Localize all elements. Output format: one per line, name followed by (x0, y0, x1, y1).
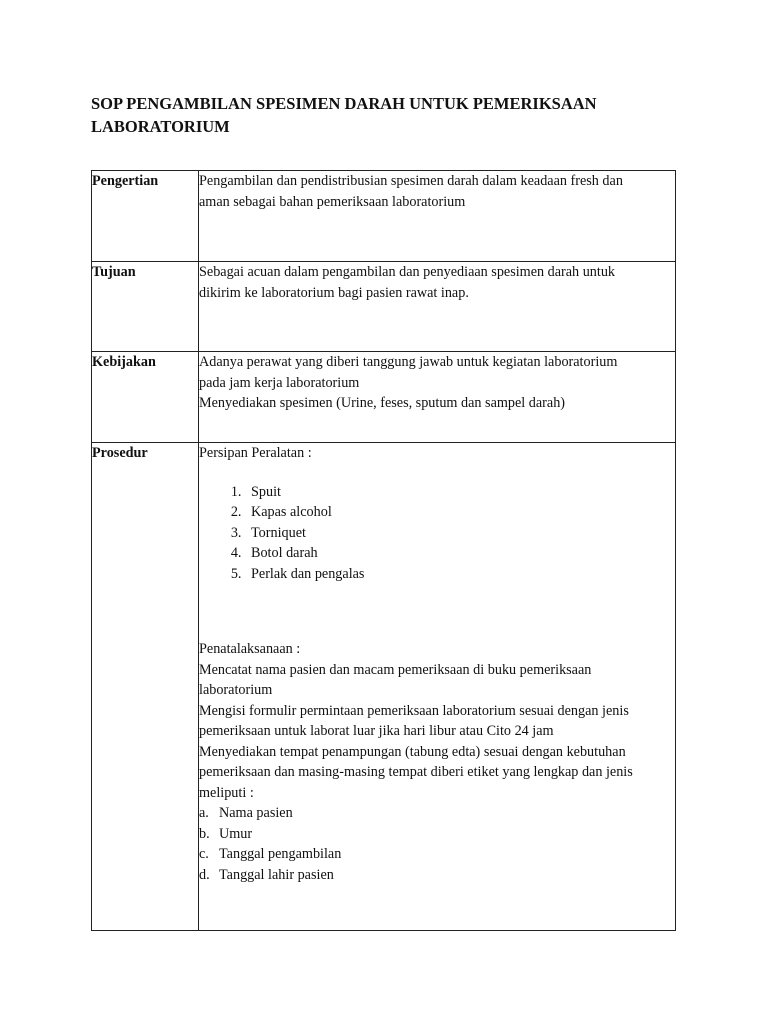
row-tujuan (92, 262, 676, 352)
kebijakan-line-3: Menyediakan spesimen (Urine, feses, sputum dan sampel darah) (199, 395, 566, 411)
section-spacer (199, 584, 675, 639)
sub-item-text: Tanggal pengambilan (219, 846, 342, 862)
pengertian-line-1: Pengambilan dan pendistribusian spesimen darah dalam keadaan fresh dan (199, 173, 623, 189)
sub-item (199, 865, 675, 886)
label-prosedur: Prosedur (92, 443, 199, 931)
sub-item-letter: b. (199, 825, 210, 842)
label-kebijakan: Kebijakan (92, 352, 199, 443)
sop-table (91, 170, 676, 931)
step-line: meliputi : (199, 784, 254, 801)
sub-item-letter: a. (199, 805, 209, 821)
row-prosedur (92, 443, 676, 931)
sub-item (199, 824, 675, 845)
sub-item-text: Nama pasien (219, 805, 293, 821)
sub-item (199, 844, 675, 865)
content-kebijakan (199, 352, 676, 443)
sub-item-letter: c. (199, 846, 209, 862)
sub-item (199, 803, 675, 824)
kebijakan-line-1: Adanya perawat yang diberi tanggung jawab untuk kegiatan laboratorium (199, 354, 618, 370)
step-line: pemeriksaan dan masing-masing tempat diberi etiket yang lengkap dan jenis (199, 764, 633, 780)
tool-item: 2. Kapas alcohol (245, 502, 675, 523)
pengertian-line-2: aman sebagai bahan pemeriksaan laboratorium (199, 193, 466, 210)
tujuan-line-2: dikirim ke laboratorium bagi pasien rawat inap. (199, 284, 469, 301)
label-pengertian: Pengertian (92, 171, 199, 262)
content-prosedur (199, 443, 676, 931)
title-line-2: LABORATORIUM (91, 117, 230, 136)
tool-item: 4. Botol darah (245, 543, 675, 564)
sub-item-text: Tanggal lahir pasien (219, 866, 334, 883)
content-tujuan (199, 262, 676, 352)
kebijakan-line-2: pada jam kerja laboratorium (199, 374, 360, 391)
document-title (91, 92, 691, 138)
persiapan-heading: Persipan Peralatan : (199, 445, 312, 461)
sub-item-text: Umur (219, 825, 253, 842)
step-line: Mencatat nama pasien dan macam pemeriksaan di buku pemeriksaan (199, 661, 592, 678)
label-tujuan: Tujuan (92, 262, 199, 352)
tools-list (199, 482, 675, 585)
tool-item: 3. Torniquet (245, 523, 675, 544)
step-line: laboratorium (199, 682, 273, 698)
sub-item-letter: d. (199, 866, 210, 883)
penatalaksanaan-heading: Penatalaksanaan : (199, 641, 301, 657)
tool-item: 1. Spuit (245, 482, 675, 503)
row-pengertian (92, 171, 676, 262)
tujuan-line-1: Sebagai acuan dalam pengambilan dan penyediaan spesimen darah untuk (199, 264, 616, 280)
step-line: Mengisi formulir permintaan pemeriksaan laboratorium sesuai dengan jenis (199, 702, 629, 719)
row-kebijakan (92, 352, 676, 443)
step-line: pemeriksaan untuk laborat luar jika hari libur atau Cito 24 jam (199, 723, 554, 739)
title-line-1: SOP PENGAMBILAN SPESIMEN DARAH UNTUK PEMERIKSAAN (91, 94, 597, 113)
step-line: Menyediakan tempat penampungan (tabung edta) sesuai dengan kebutuhan (199, 743, 626, 760)
content-pengertian (199, 171, 676, 262)
tool-item: 5. Perlak dan pengalas (245, 564, 675, 585)
